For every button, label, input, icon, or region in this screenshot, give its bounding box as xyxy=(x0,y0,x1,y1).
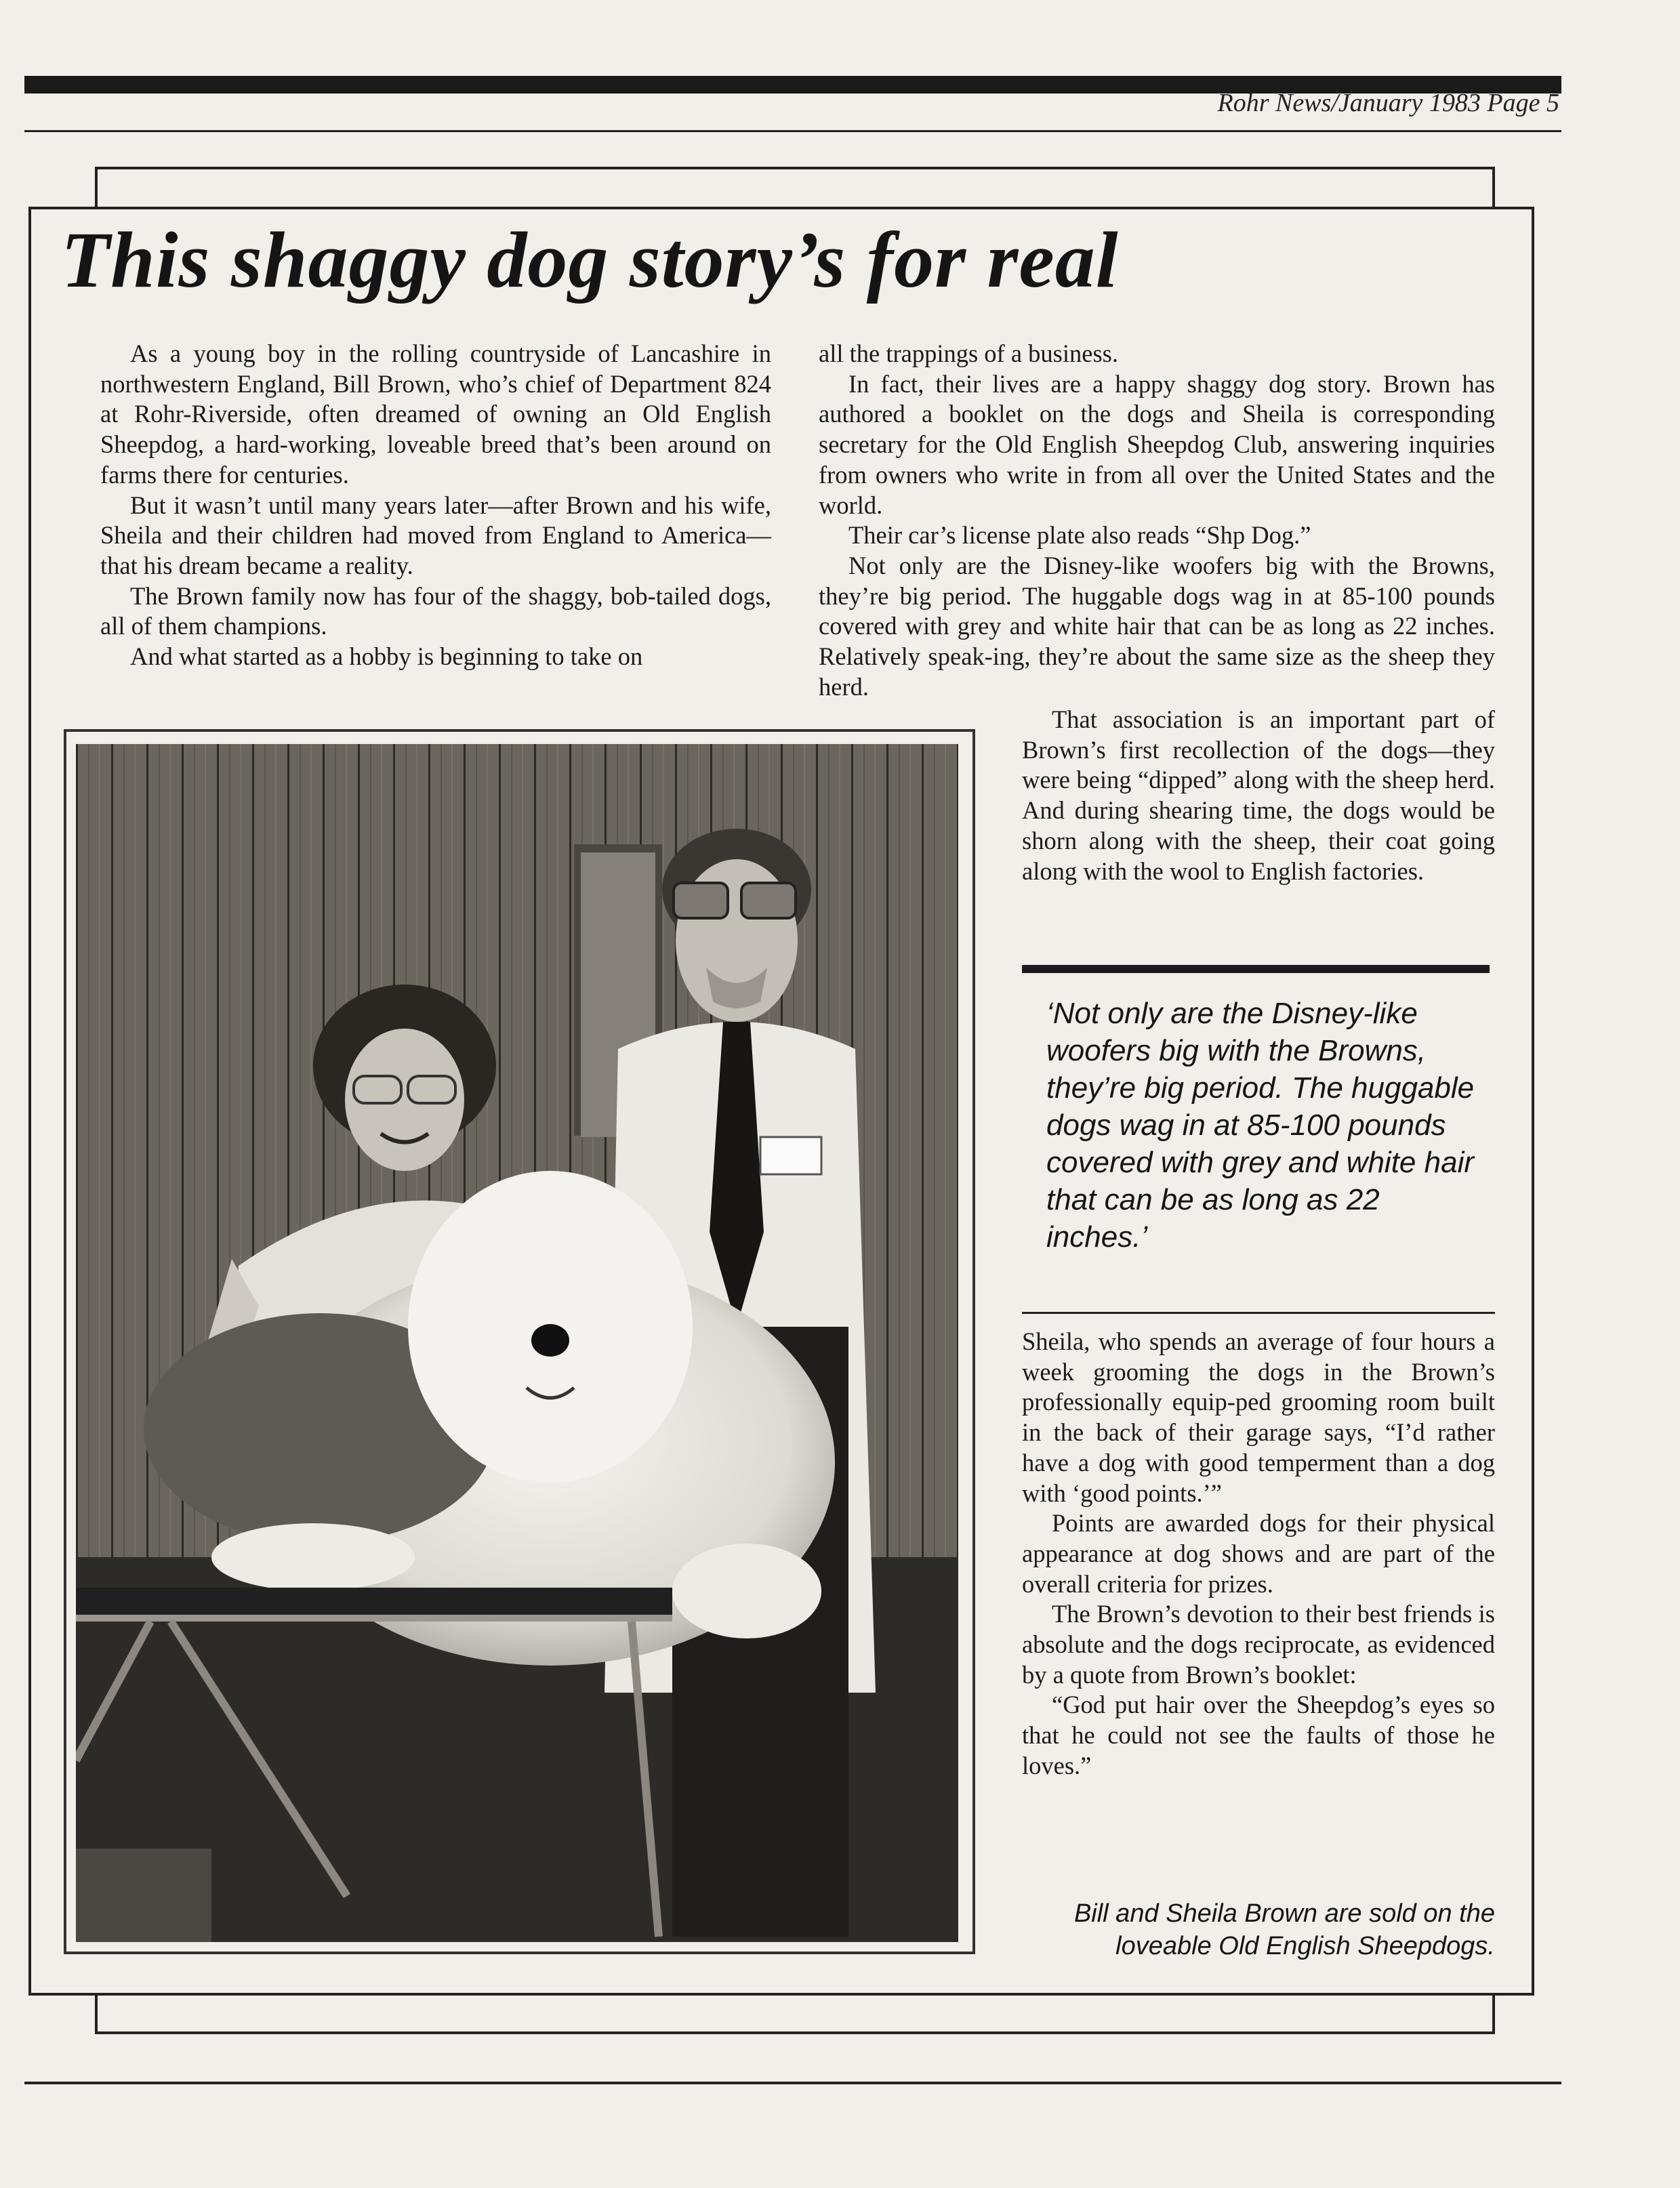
body-column-1 xyxy=(100,339,771,672)
paragraph: Sheila, who spends an average of four hours a week grooming the dogs in the Brown’s professionally equip-ped grooming room built in the back of their garage says, “I’d rather have a dog with good temperment than a dog with ‘good points.’” xyxy=(1022,1327,1495,1507)
paragraph: As a young boy in the rolling countryside of Lancashire in northwestern England, Bill Brown, who’s chief of Department 824 at Rohr-Riverside, often dreamed of owning an Old English Sheepdog, a hard-working, loveable breed that’s been around on farms there for centuries. xyxy=(100,339,771,489)
running-head: Rohr News/January 1983 Page 5 xyxy=(1217,89,1559,117)
body-column-4 xyxy=(1022,1327,1495,1781)
paragraph: The Brown’s devotion to their best friends is absolute and the dogs reciprocate, as evidenced by a quote from Brown’s booklet: xyxy=(1022,1600,1495,1689)
article-photo xyxy=(76,744,958,1942)
photo-caption: Bill and Sheila Brown are sold on the loveable Old English Sheepdogs. xyxy=(1073,1899,1495,1960)
headline: This shaggy dog story’s for real xyxy=(61,215,1119,304)
paragraph: That association is an important part of Brown’s first recollection of the dogs—they were being “dipped” along with the sheep herd. And during shearing time, the dogs would be shorn along with the sheep, their coat going along with the wool to English factories. xyxy=(1022,705,1495,885)
body-column-3 xyxy=(1022,705,1495,886)
paragraph: “God put hair over the Sheepdog’s eyes so that he could not see the faults of those he loves.” xyxy=(1022,1691,1495,1779)
paragraph: all the trappings of a business. xyxy=(819,339,1118,367)
paragraph: The Brown family now has four of the shaggy, bob-tailed dogs, all of them champions. xyxy=(100,581,771,640)
pull-quote-bottom-rule xyxy=(1022,1312,1495,1314)
header-thin-rule xyxy=(24,130,1561,132)
paragraph: Points are awarded dogs for their physical appearance at dog shows and are part of the overall criteria for prizes. xyxy=(1022,1509,1495,1598)
paragraph: But it wasn’t until many years later—after Brown and his wife, Sheila and their children had moved from England to America—that his dream became a reality. xyxy=(100,491,771,579)
paragraph: Not only are the Disney-like woofers big with the Browns, they’re big period. The huggable dogs wag in at 85-100 pounds covered with grey and white hair that can be as long as 22 inches. Relatively speak-ing, they’re about the same size as the sheep they herd. xyxy=(819,551,1495,701)
pull-quote: ‘Not only are the Disney-like woofers big with the Browns, they’re big period. The huggable dogs wag in at 85-100 pounds covered with grey and white hair that can be as long as 22 inches.’ xyxy=(1046,997,1475,1254)
paragraph: In fact, their lives are a happy shaggy dog story. Brown has authored a booklet on the dogs and Sheila is corresponding secretary for the Old English Sheepdog Club, answering inquiries from owners who write in from all over the United States and the world. xyxy=(819,369,1495,519)
footer-rule xyxy=(24,2082,1561,2084)
paragraph: And what started as a hobby is beginning to take on xyxy=(130,642,643,671)
pull-quote-top-rule xyxy=(1022,965,1490,973)
paragraph: Their car’s license plate also reads “Shp Dog.” xyxy=(848,521,1311,550)
body-column-2 xyxy=(819,339,1495,702)
